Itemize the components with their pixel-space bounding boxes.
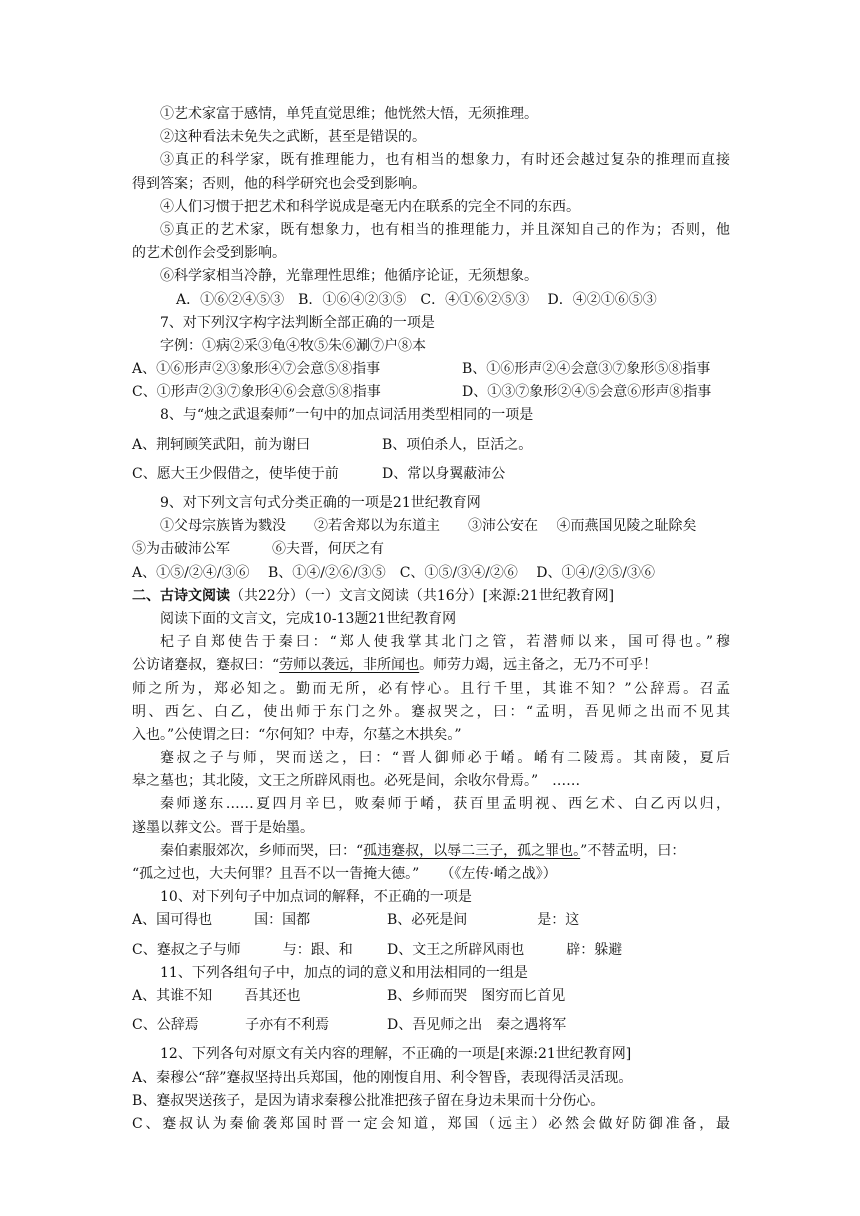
passage-line (132, 840, 730, 863)
passage-line: 遂墨以葬文公。晋于是始墨。 (132, 819, 314, 836)
passage-text: 。师劳力竭，远主备之，无乃不可乎！ (419, 657, 658, 674)
option-sentence-5-cont: 的艺术创作会受到影响。 (132, 245, 286, 262)
question-10-stem: 10、对下列句子中加点词的解释，不正确的一项是 (160, 889, 472, 906)
passage-line: 杞子自郑使告于秦曰：“郑人使我掌其北门之管，若潜师以来，国可得也。”穆 (160, 634, 730, 651)
option-sentence-1: ①艺术家富于感情，单凭直觉思维；他恍然大悟，无须推理。 (160, 106, 538, 122)
question-11-stem: 11、下列各组句子中，加点的词的意义和用法相同的一组是 (160, 964, 528, 981)
question-10-row-cd (132, 939, 730, 962)
passage-line: 皋之墓也；其北陵，文王之所辟风雨也。必死是间，余收尔骨焉。” …… (132, 773, 581, 790)
question-8-option-c: C、愿大王少假借之，使毕使于前 (132, 465, 339, 482)
passage-line (132, 654, 730, 677)
question-9-stem: 9、对下列文言句式分类正确的一项是21世纪教育网 (160, 495, 481, 511)
option-sentence-3-cont: 得到答案；否则，他的科学研究也会受到影响。 (132, 175, 426, 192)
passage-line: 明、西乞、白乙，使出师于东门之外。蹇叔哭之，曰：“孟明，吾见师之出而不见其 (132, 703, 730, 720)
section-2-title: 二、古诗文阅读 (132, 587, 230, 604)
passage-text: ”不替孟明，曰： (580, 842, 686, 859)
question-10-option-a: A、国可得也 国：国都 (132, 912, 311, 929)
exam-page (132, 103, 730, 1136)
option-sentence-4: ④人们习惯于把艺术和科学说成是毫无内在联系的完全不同的东西。 (160, 198, 580, 215)
passage-line: 秦师遂东……夏四月辛巳，败秦师于崤，获百里孟明视、西乞术、白乙丙以归， (160, 796, 730, 813)
question-9-choices: A、①⑤/②④/③⑥ B、①④/②⑥/③⑤ C、①⑤/③④/②⑥ D、①④/②⑤/③⑥ (132, 564, 655, 581)
question-9-sentences: ①父母宗族皆为戮没 ②若舍郑以为东道主 ③沛公安在 ④而燕国见陵之耻除矣 (160, 518, 697, 535)
question-8-option-d: D、常以身翼蔽沛公 (382, 465, 506, 482)
question-8-row-ab (132, 434, 730, 457)
question-11-option-d: D、吾见师之出 秦之遇将军 (387, 1017, 567, 1034)
question-10-option-d: D、文王之所辟风雨也 辟：躲避 (387, 941, 623, 958)
question-8-row-cd (132, 463, 730, 486)
question-11-row-ab (132, 985, 730, 1008)
question-7-row-cd (132, 381, 730, 404)
passage-line: 蹇叔之子与师，哭而送之，曰：“晋人御师必于崤。崤有二陵焉。其南陵，夏后 (160, 750, 730, 767)
question-7-option-a: A、①⑥形声②③象形④⑦会意⑤⑧指事 (132, 361, 381, 378)
question-12-option-b: B、蹇叔哭送孩子，是因为请求秦穆公批准把孩子留在身边未果而十分伤心。 (132, 1092, 605, 1109)
section-2-heading (132, 585, 730, 608)
question-9-sentences-cont: ⑤为击破沛公军 ⑥夫晋，何厌之有 (132, 541, 384, 558)
passage-text: 公访诸蹇叔，蹇叔曰：“ (132, 657, 280, 674)
question-12-option-c: C、蹇叔认为秦偷袭郑国时晋一定会知道，郑国（远主）必然会做好防御准备，最 (132, 1115, 730, 1132)
underlined-sentence-2: 孤违蹇叔，以辱二三子，孤之罪也。 (363, 842, 581, 859)
question-6-choices: A．①⑥②④⑤③ B．①⑥④②③⑤ C．④①⑥②⑤③ D．④②①⑥⑤③ (176, 291, 657, 308)
question-10-row-ab (132, 909, 730, 932)
question-12-stem: 12、下列各句对原文有关内容的理解，不正确的一项是[来源:21世纪教育网] (160, 1046, 632, 1063)
question-10-option-b: B、必死是间 是：这 (387, 912, 580, 929)
passage-line: 入也。”公使谓之曰：“尔何知？中寿，尔墓之木拱矣。” (132, 726, 462, 743)
question-12-option-a: A、秦穆公“辞”蹇叔坚持出兵郑国，他的刚愎自用、利令智昏，表现得活灵活现。 (132, 1069, 633, 1086)
question-7-option-d: D、①③⑦象形②④⑤会意⑥形声⑧指事 (462, 384, 712, 401)
option-sentence-5: ⑤真正的艺术家，既有想象力，也有相当的推理能力，并且深知自己的作为；否则，他 (160, 221, 730, 238)
option-sentence-3: ③真正的科学家，既有推理能力，也有相当的想象力，有时还会越过复杂的推理而直接 (160, 152, 730, 169)
passage-text: 秦伯素服郊次，乡师而哭，曰：“ (160, 842, 364, 859)
section-2-subtitle: （共22分）（一）文言文阅读（共16分）[来源:21世纪教育网] (230, 587, 615, 604)
question-11-row-cd (132, 1014, 730, 1037)
question-7-option-b: B、①⑥形声②④会意③⑦象形⑤⑧指事 (462, 361, 711, 378)
passage-line: “孤之过也，大夫何罪？且吾不以一眚掩大德。” （《左传·崤之战》） (132, 866, 557, 882)
question-11-option-c: C、公辞焉 子亦有不利焉 (132, 1017, 330, 1034)
question-8-option-b: B、项伯杀人，臣活之。 (382, 436, 533, 453)
question-11-option-b: B、乡师而哭 图穷而匕首见 (387, 987, 566, 1004)
option-sentence-2: ②这种看法未免失之武断，甚至是错误的。 (160, 129, 426, 146)
question-7-row-ab (132, 358, 730, 381)
question-8-option-a: A、荆轲顾笑武阳，前为谢曰 (132, 436, 311, 453)
question-8-stem: 8、与“烛之武退秦师”一句中的加点词活用类型相同的一项是 (160, 407, 534, 424)
question-7-option-c: C、①形声②③⑦象形④⑥会意⑤⑧指事 (132, 384, 381, 401)
question-11-option-a: A、其谁不知 吾其还也 (132, 987, 301, 1004)
question-7-stem: 7、对下列汉字构字法判断全部正确的一项是 (160, 314, 435, 331)
underlined-sentence-1: 劳师以袭远，非所闻也 (279, 657, 420, 674)
question-10-option-c: C、蹇叔之子与师 与：跟、和 (132, 941, 353, 958)
question-7-examples: 字例：①病②采③龟④牧⑤朱⑥涮⑦户⑧本 (160, 337, 426, 354)
passage-line: 师之所为，郑必知之。勤而无所，必有悖心。且行千里，其谁不知？”公辞焉。召孟 (132, 680, 730, 697)
reading-instruction: 阅读下面的文言文，完成10-13题21世纪教育网 (160, 610, 457, 627)
option-sentence-6: ⑥科学家相当冷静，光靠理性思维；他循序论证，无须想象。 (160, 268, 538, 285)
